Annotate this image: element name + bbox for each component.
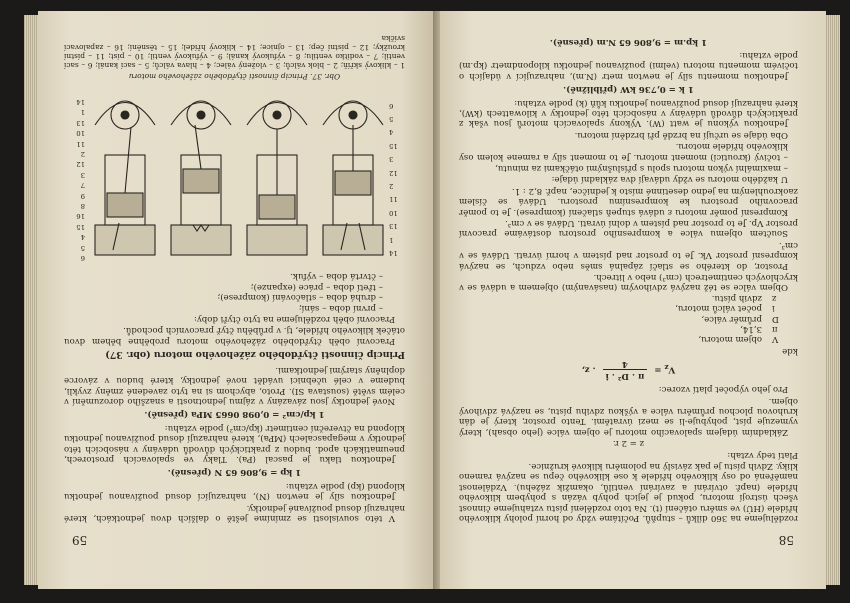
formula-lhs-sub: z	[664, 362, 669, 372]
variable-row: π 3,14,	[740, 324, 778, 335]
paragraph: U každého motoru se vždy udávají dva základní údaje:	[551, 174, 788, 185]
list-item: – točivý (krouticí) moment motoru. Je to moment síly a ramene kolem osy klikového hřídele motoru.	[459, 141, 788, 162]
paragraph: Pracovní oběh čtyřdobého zážehového motoru proběhne během dvou otáček klikového hřídele, tj. v průběhu čtyř pracovních pochodů.	[64, 325, 405, 346]
page-edges-right	[24, 15, 38, 585]
variables-list	[459, 292, 790, 344]
variable-row: i počet válců motoru,	[675, 303, 775, 314]
paragraph: V této souvislosti se zmíníme ještě o dalších dvou jednotkách, které nahrazují dosud používané jednotky.	[64, 502, 405, 523]
paragraph: Základním údajem spalovacího motoru je objem válce (jeho obsah), který vymezuje píst, pohybuje-li se mezi úvratěmi. Tento prostor, který je dán kruhovou plochou průměru válce a výškou zdvihu pístu, se nazývá zdvihový objem.	[459, 395, 798, 437]
list-item: – první doba – sání;	[298, 302, 383, 313]
list-item: – třetí doba – práce (expanze);	[250, 281, 383, 292]
variable-row: D průměr válce,	[701, 313, 779, 324]
variables-intro: kde	[782, 345, 798, 356]
section-heading: Princip činnosti čtyřdobého zážehového motoru (obr. 37)	[105, 349, 405, 361]
paragraph: Jednotkou tlaku je pascal (Pa). Tlaky ve spalovacích prostorech, pneumatikách apod. budou z praktických důvodů udávány v násobcích této jednotky v megapascalech (MPa), které nahrazují dosud používanou jednotku kilopond na čtvereční centimetr (kp/cm²) podle vztahu:	[64, 422, 405, 464]
conversion-formula: 1 kp.m = 9,806 65 N.m (přesně).	[549, 36, 708, 47]
formula-numerator: π . D² . i	[603, 369, 648, 380]
page-number: 59	[72, 533, 88, 547]
figure-caption	[64, 34, 405, 81]
page-59	[38, 11, 433, 589]
displacement-formula: $V_z$ = π . D² . i 4 . z,	[581, 359, 676, 381]
list-item: – čtvrtá doba – výfuk.	[290, 271, 383, 282]
paragraph: Oba údaje se určují na brzdě při brzdění motoru.	[574, 129, 788, 140]
formula-stroke: z = 2 r.	[612, 438, 645, 449]
figure-labels-right: 6 5 4 15 16 8 9 7 3 12 2 11 10 13 1 14	[76, 97, 85, 263]
figure-caption-text: 1 – klikový skříň; 2 – blok válců; 3 – vložený válec; 4 – hlava válců; 5 – sací kanál; 6 – sací ventil; 7 – vodítko ventilu; 8 – výfukový kanál; 9 – výfukový ventil; 10 – píst; 11 – pístní kroužky; 12 – pístní čep; 13 – ojnice; 14 – klikový hřídel; 15 – těsnění; 16 – zapalovací svíčka	[64, 34, 405, 71]
paragraph: Součtem objemu válce a kompresního prostoru dostáváme pracovní prostor Vp. Je to prostor nad pístem v dolní úvrati. Udává se v cm³.	[459, 218, 798, 239]
paragraph: Pracovní oběh rozdělujeme na tyto čtyři doby:	[194, 314, 395, 325]
stroke-list	[64, 271, 383, 313]
cylinder-power	[171, 101, 231, 255]
variable-row: V objem motoru,	[698, 334, 779, 345]
formula-lhs: V	[668, 364, 676, 375]
list-item: – maximální výkon motoru spolu s příslušnými otáčkami za minutu,	[495, 163, 788, 173]
paragraph: Jednotkou výkonu je watt (W). Výkony spalovacích motorů jsou však z praktických důvodů udávány v násobcích této jednotky v kilowattech (kW), které nahrazují dosud používanou jednotku kůň (k) podle vztahu:	[459, 97, 798, 129]
cylinder-intake	[323, 101, 383, 255]
formula-denominator: 4	[621, 359, 628, 370]
page-59-text	[64, 31, 405, 523]
paragraph: Prostor, do kterého se stlačí zápalná směs nebo vzduch, se nazývá kompresní prostor Vk. Je to prostor nad pístem v horní úvrati. Udává se v cm³.	[459, 239, 798, 271]
paragraph: Jednotkou momentu síly je newton metr (N.m), nahrazující v údajích o točivém momentu motoru (velmi) používanou jednotku kilopondmetr (kp.m) podle vztahu:	[459, 49, 798, 81]
four-stroke-diagram	[64, 85, 405, 265]
page-58	[433, 11, 826, 589]
conversion-formula: 1 kp = 9,806 65 N (přesně).	[167, 467, 302, 478]
paragraph: rozdělujeme na 360 dílků – stupňů. Počítáme vždy od horní polohy klikového hřídele (HÚ) ve směru otáčení (t). Na toto rozdělení pístu vztahujeme činnost všech ústrojí motoru, pokud je jejich pohyb vázán s pohybem klikového hřídele (např. otvírání a zavírání ventilů, okamžik zážehu). Vzdálenost naměřená od osy klikového hřídele k ose klikového čepu se nazývá rameno kliky. Zdvih pístu je pak závislý na poloměru klikové kružnice.	[459, 460, 798, 523]
cylinder-exhaust	[95, 101, 155, 255]
formula-fraction	[603, 359, 648, 381]
paragraph: Platí tedy vztah:	[727, 449, 798, 460]
conversion-formula: 1 kp/cm² = 0,098 0665 MPa (přesně).	[144, 409, 325, 420]
cylinder-compression	[247, 101, 307, 255]
paragraph: Nové jednotky jsou závazány v zájmu jednotnosti a snazšího dorozumění v celém světě (soustava SI). Proto, abychom si na tyto zavedené změny zvykli, budeme v celé učebnici uvádět nové jednotky, které budou v závorce doplněny starými jednotkami.	[64, 364, 405, 406]
formula-rhs: . z,	[581, 364, 596, 375]
paragraph: Pro jeho výpočet platí vzorec:	[658, 384, 788, 395]
paragraph: Jednotkou síly je newton (N), nahrazující dosud používanou jednotku kilopond (kp) podle vztahu:	[64, 480, 405, 502]
conversion-formula: 1 k = 0,736 kW (přibližně).	[563, 84, 694, 95]
page-edges-left	[826, 15, 840, 585]
list-item: – druhá doba – stlačování (komprese);	[217, 292, 383, 303]
paragraph: Objem válce se též nazývá zdvihovým (nasávaným) objemem a udává se v krychlových centimetrech (cm³) nebo v litrech.	[459, 272, 798, 293]
engine-figure	[64, 85, 405, 265]
variable-row: z zdvih pístu.	[711, 292, 777, 303]
paragraph: Kompresní poměr motoru ε udává stupeň stlačení (komprese). Je to poměr pracovního prostoru ke kompresnímu prostoru. Udává se číslem zaokrouhleným na jedno desetinné místo k jedničce, např. 8,2 : 1.	[459, 185, 798, 217]
figure-caption-title: Obr. 37. Princip činnosti čtyřdobého zážehového motoru	[128, 72, 341, 82]
page-number: 58	[778, 533, 794, 547]
figure-labels-left: 14 1 13 10 11 2 12 3 15 4 5 6	[389, 101, 398, 258]
page-58-text	[459, 31, 798, 523]
